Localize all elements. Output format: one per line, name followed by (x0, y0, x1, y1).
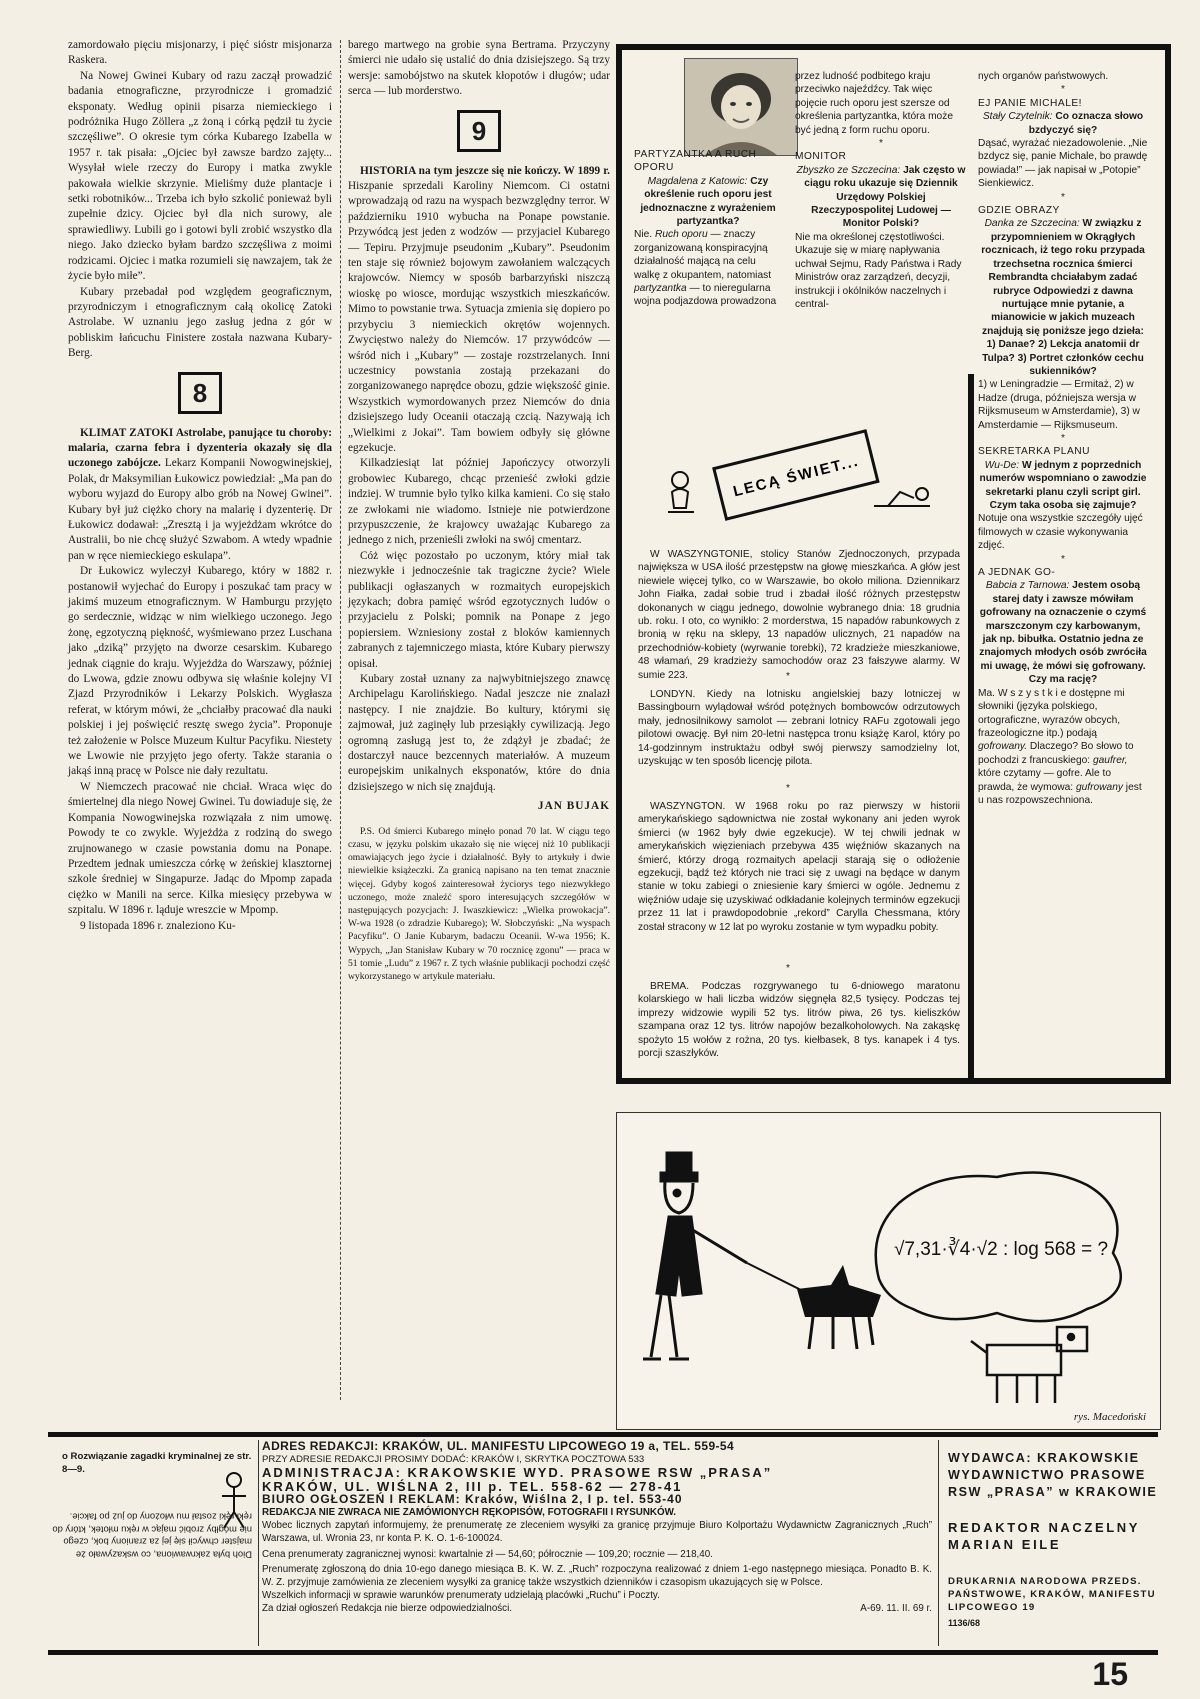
paragraph: barego martwego na grobie syna Bertrama. Przyczyny śmierci nie udało się ustalić do dnia dzisiejszego. Są trzy wersje: samobójstwo na skutek kłopotów i długów; udar serca — lub morderstwo. (348, 39, 610, 98)
paragraph: Dr Łukowicz wyleczył Kubarego, który w 1882 r. postanowił wyjechać do Europy i poszukać tam pracy w jakimś muzeum etnograficznym. W Hamburgu przyjęto go serdecznie, widząc w nim wielkiego uczonego. Jego żonę, egzotyczną piękność, wyśmiewano przez Luschana jako „dziką” przyjęto na dworze cesarskim. Kubarego jednak ciągnie do kraju. Wyjeżdża do Warszawy, później do Lwowa, gdzie znowu odbywa się właśnie kolejny VI Zjazd Przyrodników i Lekarzy Polskich. Wygłasza referat, w którym mówi, że „chciałby pracować dla nauki polskiej i jej poświęcić resztę swego życia”. Proponuje też założenie w Polsce Muzeum Kultur Pacyfiku. Niestety we Lwowie nie przyjęto jego oferty. Także starania o jakąś inną pracę w Polsce nie dały rezultatu. (68, 565, 332, 778)
qa-question: Jak często w ciągu roku ukazuje się Dziennik Urzędowy Polskiej Rzeczypospolitej Ludowej — Monitor Polski? (804, 164, 966, 230)
leash-icon (747, 1263, 807, 1293)
robot-dog-icon (971, 1327, 1087, 1403)
separator-star: * (1061, 432, 1065, 444)
ad-office: BIURO OGŁOSZEŃ I REKLAM: Kraków, Wiślna 2, I p. tel. 553-40 (262, 1491, 683, 1506)
qa-answer-text: Dlaczego? Bo słowo to pochodzi z francuskiego: (978, 741, 1134, 766)
separator-star: * (1061, 553, 1065, 565)
print-code: A-69. 11. II. 69 r. (860, 1603, 932, 1615)
editorial-info (262, 1440, 932, 1616)
upside-down-solution-text: Dioh była zakrwawiona, co wskazywało że majster chwycił się jej za zraniony bok, czego nie mógłby zrobić mając w ręku młotek, który do ręki ręki został mu włożony do już po fakcie. (52, 1511, 252, 1561)
woman-portrait-icon (685, 59, 797, 155)
portrait-photo (684, 58, 798, 156)
section-number-9: 9 (457, 110, 501, 152)
math-formula: √7,31·∛4·√2 : log 568 = ? (893, 1239, 1109, 1260)
article-author: JAN BUJAK (537, 800, 610, 813)
qa-answer-text: które czytamy — gofre. Ale to prawda, że wymowa: (978, 768, 1112, 793)
postscript (348, 825, 610, 983)
thought-bubble-icon (876, 1173, 1121, 1322)
qa-answer-term: gaufrer, (1090, 754, 1128, 766)
editorial-address: ADRES REDAKCJI: KRAKÓW, UL. MANIFESTU LIPCOWEGO 19 a, TEL. 559-54 (262, 1439, 735, 1453)
dog-icon (797, 1265, 881, 1349)
illustration-credit: rys. Macedoński (1073, 1411, 1146, 1423)
man-with-hat-icon (643, 1153, 747, 1359)
qa-answer-text: — to nieregularna wojna podjazdowa prowadzona (634, 283, 777, 308)
news-text: BREMA. Podczas rozgrywanego tu 6-dniowego maratonu kolarskiego w hali liczba widzów sięgnęła 82,5 tysięcy. Podczas tej imprezy widzowie wypili 52 tys. litrów piwa, 26 tys. kieliszków szampana oraz 12 tys. litrów napojów bezalkoholowych. Na zakąskę spożyto 15 wołów z rożna, 20 tys. kiełbasek, 8 tys. kanapek i 4 tys. porcji szaszłyków. (638, 981, 960, 1060)
qa-column-2 (795, 70, 967, 311)
qa-answer-text: — znaczy zorganizowaną konspiracyjną działalność mającą na celu walkę z okupantem, natomiast (634, 229, 772, 281)
news-item-brema (638, 980, 960, 1060)
leca-swiet-title: LECĄ ŚWIET... (731, 452, 862, 501)
administration: ADMINISTRACJA: KRAKOWSKIE WYD. PRASOWE RSW „PRASA” (262, 1465, 773, 1481)
news-text: WASZYNGTON. W 1968 roku po raz pierwszy w historii amerykańskiego sądownictwa nie został wykonany ani jeden wyrok śmierci (w 1962 były dwie egzekucje). W tej chwili jednak w amerykańskich więzieniach przebywa 435 więźniów skazanych na śmierć, którzy drogą rozmaitych apelacji starają się o odłożenie egzekucji, bądź też których nie traci się z uwagi na będące w danym stanie w toku zabiegi o zniesienie kary śmierci w ogóle. Jednemu z więźniów udaje się uzyskiwać odkładanie kolejnych terminów egzekucji przez 11 lat i prawdopodobnie „rekord” Carylla Chessmana, który został stracony w 12 lat po wyroku zostanie w tym wypadku pobity. (638, 801, 960, 933)
paragraph-text: Hiszpanie sprzedali Karoliny Niemcom. Ci ostatni wprowadzają od razu na wyspach bezwzględny terror. W październiku 1910 wybucha na Ponape powstanie. Przywódcą jest jeden z wodzów — przyjaciel Kubarego — Tepiru. Przyjmuje pseudonim „Kubary”. Pseudonim ten staje się również bojowym zawołaniem walczących krajowców. Niemcy w sposób barbarzyński niszczą wioskę po wiosce, mordując wszystkich mieszkańców. Mimo to powstanie trwa. Sytuacja zmienia się dopiero po przybyciu 3 niemieckich okrętów wojennych. Zwycięstwo należy do Niemców. 17 przywódców — wśród nich i „Kubary” — zostaje rozstrzelanych. Inni uczestnicy powstania zostają przekazani do zorganizowanego naprędce obozu, gdzie większość ginie. Wszystkich wymordowanych przez Niemców do dnia dzisiejszego ludy Oceanii otaczają czcią. Nazywają ich „Wielkimi z Jokai”. Tam bowiem odbyły się główne egzekucje. (348, 180, 610, 454)
news-item-washington-death-penalty (638, 800, 960, 934)
cartoon-panel (616, 1112, 1161, 1430)
publisher: WYDAWCA: KRAKOWSKIE WYDAWNICTWO PRASOWE RSW „PRASA” w KRAKOWIE (948, 1451, 1158, 1499)
puzzle-solution-note: o Rozwiązanie zagadki kryminalnej ze str. 8—9. (62, 1451, 252, 1475)
printing-house: DRUKARNIA NARODOWA PRZEDS. PAŃSTWOWE, KRAKÓW, MANIFESTU LIPCOWEGO 19 (948, 1576, 1156, 1613)
qa-asker: Wu-De: (984, 459, 1020, 471)
reclining-figure-icon (874, 488, 930, 506)
administration-address: KRAKÓW, UL. WIŚLNA 2, III p. TEL. 558-62 — 278-41 (262, 1478, 683, 1494)
publisher-info (948, 1440, 1158, 1628)
leca-swiet-header-illustration (660, 420, 950, 530)
qa-answer: Notuje ona wszystkie szczegóły ujęć filmowych w czasie wykonywania zdjęć. (978, 513, 1143, 552)
column-divider (340, 40, 341, 1400)
manuscripts-note: REDAKCJA NIE ZWRACA NIE ZAMÓWIONYCH RĘKOPISÓW, FOTOGRAFII I RYSUNKÓW. (262, 1507, 677, 1519)
qa-answer-text: Ma. W s z y s t k i e dostępne mi słowniki (języka polskiego, ortograficzne, wyrazów obcych, frazeologiczne itp.) podają (978, 687, 1125, 739)
section-number-8: 8 (178, 372, 222, 414)
sitting-figure-icon (668, 472, 694, 512)
subscription-contact: Wszelkich informacji w sprawie warunków prenumeraty udzielają placówki „Ruchu” i Poczty. (262, 1590, 660, 1602)
qa-answer-term: gufrowany (1073, 781, 1123, 793)
footer-divider (258, 1440, 259, 1646)
qa-topic: GDZIE OBRAZY (978, 205, 1060, 217)
paragraph: Cóż więc pozostało po uczonym, który miał tak niezwykłe i jednocześnie tak tragiczne życie? Wiele publikacji ogłaszanych w rozmaitych europejskich językach; dobra pamięć wśród egzotycznych ludów o przyjacielu z Polski; pomnik na Ponape z jego popiersiem. Wzniesiony został z bloków kamiennych zabranych z tajemniczego miasta, które Kubary pierwszy opisał. (348, 549, 610, 670)
paragraph: Kubary został uznany za najwybitniejszego znawcę Archipelagu Karolińskiego. Nadal jeszcze nie znalazł następcy. I nie znajdzie. Bo kultury, którymi się zajmował, już zaginęły lub przesiąkły cywilizacją. Jego ogromną zasługą jest to, że zdążył je zbadać; że dostarczył nauce bezcennych materiałów. A muzeum europejskim unikalnych eksponatów, które do dnia dzisiejszego w nich się znajdują. (348, 673, 610, 793)
separator-star: * (786, 671, 790, 682)
mailing-note: PRZY ADRESIE REDAKCJI PROSIMY DODAĆ: KRAKÓW I, SKRYTKA POCZTOWA 533 (262, 1454, 645, 1466)
paragraph-text: Lekarz Kompanii Nowogwinejskiej, Polak, dr Maksymilian Łukowicz powiedział: „Ma pan do wyboru wyjazd do Europy albo grób na Nowej Gwinei”. Kubary był już ciężko chory na malarię i dyzenterię. Dr Łukowicz dodawał: „Zresztą i ja wyjeżdżam wkrótce do Australii, bo nie chcę służyć Szwabom. A wtedy wpadnie pan w ręce niemieckiego eskulapa”. (68, 457, 333, 562)
qa-asker: Stały Czytelnik: (982, 111, 1053, 123)
news-item-washington-crime (638, 548, 960, 682)
puzzle-solution-box (48, 1440, 256, 1646)
qa-answer-text: jest u nas rozpowszechniona. (978, 781, 1142, 806)
qa-answer: Nie ma określonej częstotliwości. Ukazuje się w miarę napływania uchwał Sejmu, Rady Państwa i Rady Ministrów oraz zarządzeń, decyzji, instrukcji i okólników naczelnych i central- (795, 231, 962, 310)
qa-answer: nych organów państwowych. (978, 71, 1109, 82)
qa-asker: Babcia z Tarnowa: (985, 580, 1070, 592)
subscription-prices: Cena prenumeraty zagranicznej wynosi: kwartalnie zł — 54,60; półrocznie — 109,20; rocznie — 218,40. (262, 1548, 713, 1560)
qa-column-1 (634, 148, 782, 309)
paragraph: 9 listopada 1896 r. znaleziono Ku- (80, 919, 236, 932)
paragraph: zamordowało pięciu misjonarzy, i pięć sióstr misjonarza Raskera. (68, 39, 332, 67)
article-column-2 (348, 38, 610, 983)
qa-topic: PARTYZANTKA A RUCH OPORU (634, 149, 757, 174)
editor-in-chief: REDAKTOR NACZELNY MARIAN EILE (948, 1520, 1140, 1552)
separator-star: * (786, 783, 790, 794)
qa-column-3 (978, 70, 1148, 807)
qa-answer: przez ludność podbitego kraju przeciwko najeźdźcy. Tak więc pojęcie ruch oporu jest szersze od określenia partyzantka, która może być jedną z form ruchu oporu. (795, 71, 953, 136)
news-text: W WASZYNGTONIE, stolicy Stanów Zjednoczonych, przypada największa w USA ilość przestępstw na głowę mieszkańca. A głów jest niewiele więcej tylko, co w Warszawie, bo około miliona. Dziennikarz John Fiałka, zadał sobie trud i zbadał ilość różnych przestępstw dokonanych w ciągu jednego, dowolnie wybranego dnia: 18 grudnia ub. roku. I oto, co wynikło: 2 morderstwa, 15 napadów rabunkowych z bronią w ręku na sklepy, 13 napadów ulicznych, 21 napadów na przechodniów-kobiety (wyrwanie torebki), 72 kradzieże mieszkaniowe, 48 włamań, 29 kradzieży samochodów oraz 23 fałszywe alarmy. W sumie 223. (638, 549, 960, 681)
section-headline: HISTORIA na tym jeszcze się nie kończy. W 1899 r. (360, 164, 610, 177)
qa-answer: 1) w Leningradzie — Ermitaż, 2) w Hadze (druga, późniejsza wersja w Rijksmuseum w Amsterdamie), 3) w Amsterdamie — Rijksmuseum. (978, 379, 1140, 431)
qa-asker: Zbyszko ze Szczecina: (796, 164, 901, 176)
qa-question: W jednym z poprzednich numerów wspomniano o zawodzie sekretarki planu czyli script girl. Czym taka osoba się zajmuje? (979, 459, 1147, 511)
section-headline: KLIMAT ZATOKI Astrolabe, panujące tu choroby: malaria, czarna febra i dyzenteria okazały się dla uczonego zabójcze. (68, 426, 332, 470)
qa-topic: EJ PANIE MICHALE! (978, 97, 1082, 109)
paragraph: Kilkadziesiąt lat później Japończycy otworzyli grobowiec Kubarego, chcąc przenieść zwłoki gdzie indziej. W trumnie było tylko kilka kamieni. Co się stało ze zwłokami nie wiadomo. Istnieje nie potwierdzone przypuszczenie, że krajowcy uważając Kubarego za jednego z nich, przenieśli zwłoki na swój cmentarz. (348, 457, 610, 547)
footer-rule-bottom (48, 1650, 1158, 1655)
cartoon-drawing (617, 1113, 1160, 1429)
paragraph: Na Nowej Gwinei Kubary od razu zaczął prowadzić badania etnograficzne, przyrodnicze i gromadzić eksponaty. Według opinii pisarza niemieckiego i podróżnika Hugo Zöllera „z żoną i córką pędził tu życie szczęśliwe”. O okresie tym córka Kubarego Izabella w 1957 r. tak pisała: „Ojciec był zawsze bardzo zajęty... Wysyłał wiele rzeczy do Europy i matka zwykle pakowała wielkie skrzynie. Mieliśmy duże plantacje i setki robotników... Trzeba ich było szkolić ponieważ byli zupełnie dzicy. Ojciec był dla nich surowy, ale sprawiedliwy. Lubili go i gotowi byli zrobić wszystko dla niego. Jako dziecko byłam bardzo szczęśliwa z moimi rodzicami. Ojciec i matka rozumieli się nawzajem, tak że życie było miłe”. (68, 69, 332, 283)
separator-star: * (1061, 191, 1065, 203)
news-text: LONDYN. Kiedy na lotnisku angielskiej bazy lotniczej w Bassingbourn wylądował wśród potężnych bombowców odrzutowych mały, jednosilnikowy samolot — zebrani lotnicy RAFu zgotowali jego pilotowi owację. Był nim 20-letni następca tronu książę Karol, który po 14-godzinnym instruktażu odbył swój pierwszy samodzielny lot, uzyskując w ten sposób licencję pilota. (638, 689, 960, 768)
qa-question: Czy określenie ruch oporu jest jednoznaczne z wyrażeniem partyzantka? (640, 175, 776, 228)
article-column-1 (68, 38, 332, 934)
qa-answer-term: gofrowany. (978, 741, 1028, 753)
page-number: 15 (1092, 1656, 1128, 1692)
qa-question: Co oznacza słowo bzdyczyć się? (1028, 111, 1144, 136)
subscription-info: Wobec licznych zapytań informujemy, że prenumeratę ze zleceniem wysyłki za granicę przyjmuje Biuro Kolportażu Wydawnictw Zagranicznych „Ruch” Warszawa, ul. Wronia 23, nr konta P. K. O. 1-6-100024. (262, 1520, 932, 1545)
separator-star: * (786, 963, 790, 974)
qa-answer-term: Ruch oporu (652, 229, 708, 241)
qa-topic: A JEDNAK GO- (978, 567, 1056, 579)
separator-star: * (879, 138, 883, 150)
qa-answer: Nie. (634, 229, 653, 241)
subscription-terms: Prenumeratę zgłoszoną do dnia 10-ego danego miesiąca B. K. W. Z. „Ruch” rozpoczyna realizować z dniem 1-ego następnego miesiąca. Ponadto B. K. W. Z. przyjmuje zamówienia ze zleceniem wysyłki za granicę także wszystkich dzienników i czasopism ukazujących się w Polsce. (262, 1563, 932, 1589)
qa-answer-term: partyzantka (634, 283, 687, 295)
postscript-text: P.S. Od śmierci Kubarego minęło ponad 70 lat. W ciągu tego czasu, w języku polskim ukazało się nie więcej niż 10 publikacji omawiających jego życie i działalność. Były to artykuły i dwie niewielkie książeczki. Za granicą napisano na ten temat znacznie więcej. Gdyby kogoś zainteresował życiorys tego niezwykłego uczonego, może znaleźć sporo interesujących szczegółów w następujących pozycjach: J. Iwaszkiewicz: „Wielka prowokacja”. W-wa 1928 (o zdradzie Kubarego); W. Słobczyński: „Na wyspach Pacyfiku”. O Janie Kubarym, badaczu Oceanii. W-wa 1956; K. Wypych, „Jan Stanisław Kubary w 70 rocznicę zgonu” — praca w 51 tomie „Ludu” z 1967 r. Z tych właśnie publikacji pochodzi część wykorzystanego w artykule materiału. (348, 825, 610, 982)
footer-rule-top (48, 1432, 1158, 1437)
separator-star: * (1061, 84, 1065, 96)
qa-topic: SEKRETARKA PLANU (978, 446, 1090, 458)
footer-divider (938, 1440, 939, 1646)
qa-topic: MONITOR (795, 151, 847, 163)
paragraph: W Niemczech pracować nie chciał. Wraca więc do śmiertelnej dla niego Nowej Gwinei. Tu dowiaduje się, że Kompania Nowogwinejska rozwiązała z nim umowę. Powody te co zwykle. Wyjeżdża z rodziną do swego zrujnowanego w czasie powstania domu na Ponape. Przedtem jednak umieszcza córkę w żeńskiej klasztornej szkole średniej w Singapurze. Jadąc do Mpomp zapada ciężko w Manili na serce. Kilka miesięcy przebywa w szpitalu. W 1896 r. ląduje wreszcie w Mpomp. (68, 780, 332, 917)
ads-disclaimer: Za dział ogłoszeń Redakcja nie bierze odpowiedzialności. (262, 1603, 512, 1615)
qa-answer: Dąsać, wyrażać niezadowolenie. „Nie bzdycz się, panie Michale, bo prawdę powiada!” — jak napisał w „Potopie” Sienkiewicz. (978, 138, 1148, 190)
qa-asker: Danka ze Szczecina: (984, 218, 1080, 230)
qa-question: Jestem osobą starej daty i zawsze mówiłam gofrowany na oznaczenie o czymś marszczonym czy karbowanym, jak np. bibułka. Ostatnio jedna ze znajomych młodych osób zwróciła mi uwagę, że mówi się gofrowany. Czy ma rację? (979, 580, 1147, 686)
printing-code: 1136/68 (948, 1618, 981, 1628)
qa-question: W związku z przypomnieniem w Okrągłych rocznicach, iż tego roku przypada trzechsetna rocznica śmierci Rembrandta chciałabym zadać rubryce Odpowiedzi z dawna nurtujące mnie pytanie, a mianowicie w jakich muzeach znajdują się poniższe jego dzieła: 1) Danae? 2) Lekcja anatomii dr Tulpa? 3) Portret członków cechu sukienników? (981, 218, 1145, 377)
paragraph: Kubary przebadał pod względem geograficznym, przyrodniczym i etnograficznym całą okolicę Zatoki Astrolabe. W uznaniu jego zasług jedna z gór w pobliskim łańcuchu Finistere została nazwana Kubary-Berg. (68, 285, 332, 360)
qa-asker: Magdalena z Katowic: (647, 175, 748, 187)
news-item-london (638, 688, 960, 768)
